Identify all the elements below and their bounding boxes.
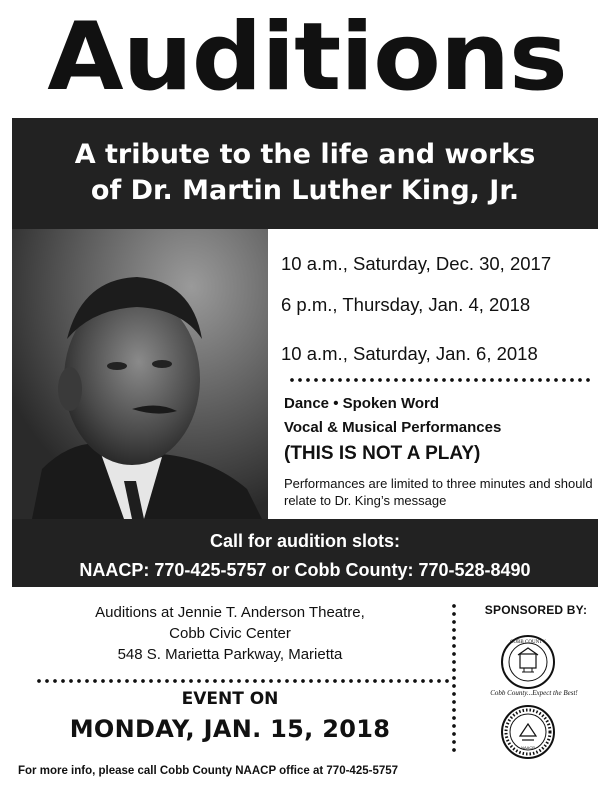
portrait-photo	[12, 229, 268, 519]
dotted-divider-vertical	[451, 602, 457, 752]
dotted-divider-lower	[35, 678, 449, 684]
audition-date-2: 6 p.m., Thursday, Jan. 4, 2018	[281, 294, 531, 315]
venue-line-1: Auditions at Jennie T. Anderson Theatre,	[95, 604, 365, 621]
venue-line-3: 548 S. Marietta Parkway, Marietta	[117, 646, 343, 663]
not-a-play-notice: (THIS IS NOT A PLAY)	[284, 443, 481, 464]
cobb-caption: Cobb County...Expect the Best!	[490, 689, 578, 697]
tribute-line-1: A tribute to the life and works	[74, 139, 536, 170]
tribute-line-2: of Dr. Martin Luther King, Jr.	[90, 175, 520, 206]
poster-title: Auditions	[47, 3, 567, 112]
category-line-1: Dance • Spoken Word	[284, 395, 440, 412]
footer-info: For more info, please call Cobb County NAACP office at 770-425-5757	[18, 765, 399, 777]
event-date: MONDAY, JAN. 15, 2018	[69, 715, 391, 743]
venue-address	[20, 602, 440, 665]
audition-details	[276, 229, 598, 519]
audition-date-3: 10 a.m., Saturday, Jan. 6, 2018	[281, 343, 538, 364]
call-banner	[12, 519, 598, 587]
cobb-county-seal-icon	[500, 634, 556, 690]
event-label: EVENT ON	[181, 689, 279, 709]
tribute-banner	[12, 118, 598, 229]
naacp-seal-icon	[500, 704, 556, 760]
cobb-seal-text: COBB COUNTY	[510, 640, 546, 645]
portrait-illustration	[12, 229, 268, 519]
audition-date-1: 10 a.m., Saturday, Dec. 30, 2017	[281, 253, 552, 274]
naacp-seal-text: NAACP	[521, 745, 535, 750]
time-limit-note: Performances are limited to three minutes and should relate to Dr. King’s message	[284, 476, 593, 508]
dotted-divider	[288, 377, 592, 383]
category-line-2: Vocal & Musical Performances	[284, 419, 502, 436]
venue-line-2: Cobb Civic Center	[169, 625, 291, 642]
call-phone-numbers: NAACP: 770-425-5757 or Cobb County: 770-528-8490	[79, 560, 531, 580]
sponsor-heading: SPONSORED BY:	[484, 603, 588, 617]
call-heading: Call for audition slots:	[209, 531, 400, 551]
